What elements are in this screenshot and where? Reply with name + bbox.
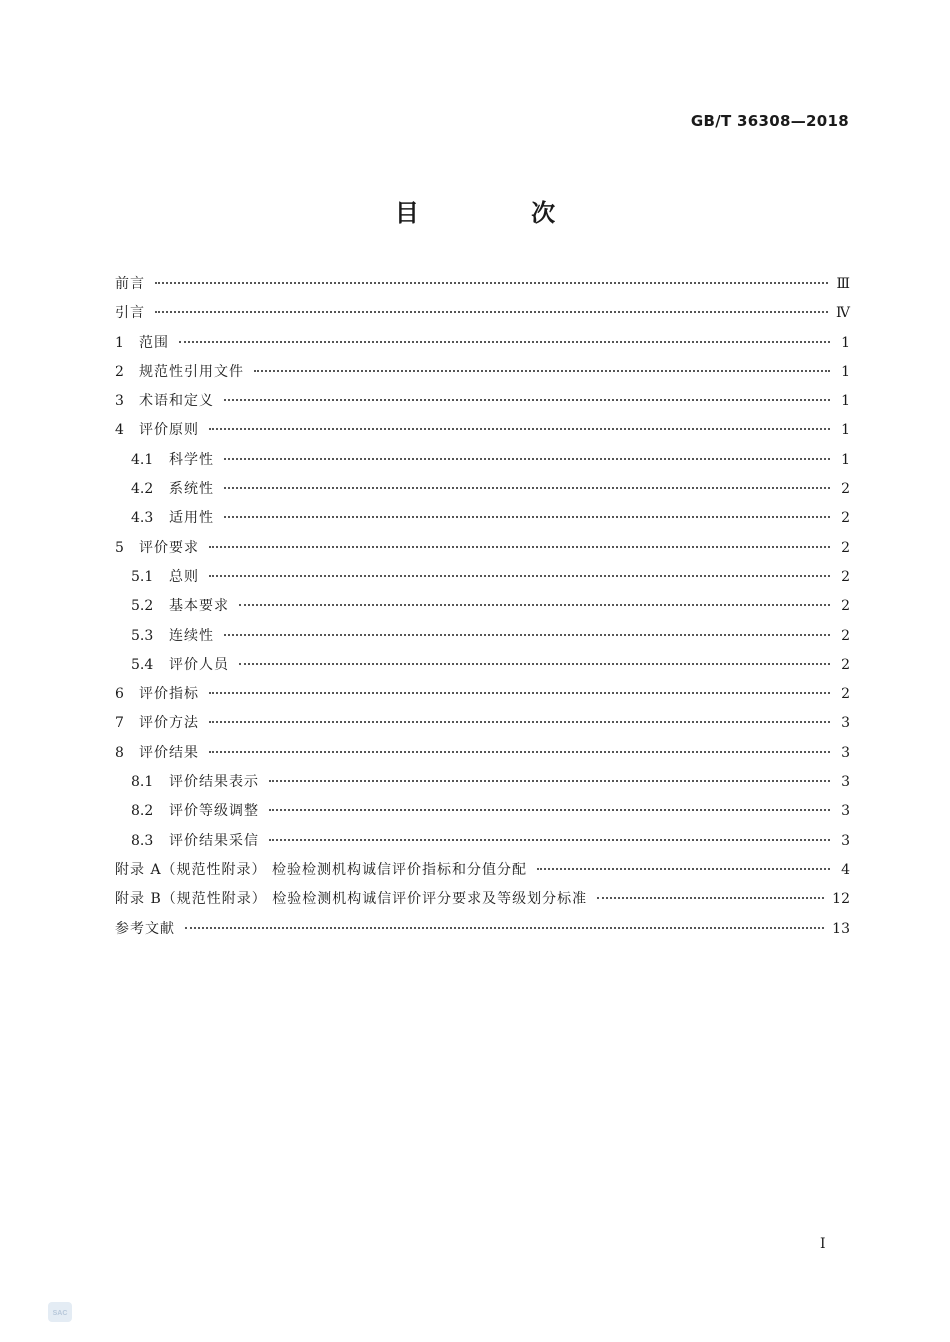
toc-entry-page: 2 — [841, 627, 850, 644]
toc-entry[interactable] — [115, 416, 850, 445]
toc-entry-label: 前言 — [115, 276, 145, 292]
toc-entry-page: 1 — [841, 451, 850, 468]
dot-leader — [269, 809, 830, 811]
dot-leader — [239, 604, 830, 606]
toc-entry[interactable] — [115, 563, 850, 592]
toc-entry-page: 2 — [841, 656, 850, 673]
toc-entry[interactable] — [115, 534, 850, 563]
toc-entry[interactable] — [115, 856, 850, 885]
toc-entry-label: 引言 — [115, 305, 145, 322]
toc-entry-label: 参考文献 — [115, 920, 175, 937]
toc-entry-page: 2 — [841, 686, 850, 703]
toc-entry-page: 2 — [841, 481, 850, 498]
toc-entry-number: 4.1 — [131, 451, 154, 468]
toc-entry-number: 5.3 — [131, 627, 154, 644]
toc-entry[interactable] — [115, 827, 850, 856]
toc-entry-page: 1 — [841, 393, 850, 410]
dot-leader — [224, 516, 830, 518]
dot-leader — [209, 692, 830, 694]
toc-entry-label: 基本要求 — [169, 598, 229, 615]
toc-entry-page: 3 — [841, 744, 850, 761]
toc-entry-page: Ⅳ — [836, 305, 850, 322]
toc-entry[interactable] — [115, 709, 850, 738]
toc-entry-page: 4 — [841, 861, 850, 878]
toc-entry-label: 连续性 — [169, 627, 214, 644]
dot-leader — [209, 721, 830, 723]
toc-entry-page: 2 — [841, 568, 850, 585]
toc-entry-number: 8.2 — [131, 803, 154, 820]
toc-entry-label: 范围 — [139, 334, 169, 351]
toc-entry-page: 3 — [841, 715, 850, 732]
dot-leader — [209, 428, 830, 430]
toc-entry-label: 系统性 — [169, 481, 214, 498]
dot-leader — [269, 839, 830, 841]
toc-entry-label: 科学性 — [169, 451, 214, 468]
toc-entry[interactable] — [115, 885, 850, 914]
toc-entry-number: 8 — [115, 744, 124, 761]
toc-entry-number: 3 — [115, 393, 124, 410]
toc-entry-page: 2 — [841, 539, 850, 556]
toc-entry-number: 4 — [115, 422, 124, 439]
toc-entry-number: 6 — [115, 686, 124, 703]
svg-text:SAC: SAC — [52, 1310, 68, 1317]
page-number: Ⅰ — [820, 1236, 826, 1252]
toc-entry-label: 评价结果采信 — [169, 832, 259, 849]
toc-entry-label: 规范性引用文件 — [139, 363, 244, 380]
dot-leader — [155, 311, 828, 313]
toc-entry-page: 1 — [841, 422, 850, 439]
toc-entry-number: 5.4 — [131, 656, 154, 673]
toc-entry-number: 8.3 — [131, 832, 154, 849]
toc-entry-number: 5.1 — [131, 568, 154, 585]
toc-entry[interactable] — [115, 768, 850, 797]
toc-entry-number: 4.2 — [131, 481, 154, 498]
toc-entry-page: Ⅲ — [836, 276, 850, 292]
dot-leader — [597, 897, 824, 899]
toc-entry-label: 评价结果表示 — [169, 774, 259, 791]
toc-entry-label: 评价方法 — [139, 715, 199, 732]
toc-entry[interactable] — [115, 475, 850, 504]
dot-leader — [224, 634, 830, 636]
toc-entry-label: 评价等级调整 — [169, 803, 259, 820]
toc-entry-label: 附录 A（规范性附录） 检验检测机构诚信评价指标和分值分配 — [115, 861, 528, 878]
toc-entry[interactable] — [115, 358, 850, 387]
toc-entry-page: 12 — [832, 891, 850, 908]
sac-logo-icon — [48, 1302, 72, 1322]
toc-entry[interactable] — [115, 446, 850, 475]
standard-code: GB/T 36308—2018 — [690, 112, 849, 130]
toc-entry-number: 5 — [115, 539, 124, 556]
toc-entry-label: 评价指标 — [139, 686, 199, 703]
toc-entry-label: 评价要求 — [139, 539, 199, 556]
dot-leader — [537, 868, 830, 870]
dot-leader — [155, 282, 828, 284]
toc-entry[interactable] — [115, 797, 850, 826]
dot-leader — [224, 487, 830, 489]
toc-entry-label: 适用性 — [169, 510, 214, 527]
dot-leader — [224, 399, 830, 401]
dot-leader — [254, 370, 830, 372]
toc-entry[interactable] — [115, 622, 850, 651]
dot-leader — [179, 341, 830, 343]
toc-entry-label: 总则 — [169, 568, 199, 585]
toc-entry[interactable] — [115, 915, 850, 944]
dot-leader — [209, 546, 830, 548]
toc-entry-page: 3 — [841, 803, 850, 820]
toc-entry-label: 评价原则 — [139, 422, 199, 439]
toc-entry-number: 1 — [115, 334, 124, 351]
dot-leader — [224, 458, 830, 460]
toc-entry[interactable] — [115, 739, 850, 768]
dot-leader — [209, 575, 830, 577]
toc-entry-label: 附录 B（规范性附录） 检验检测机构诚信评价评分要求及等级划分标准 — [115, 891, 588, 908]
toc-entry[interactable] — [115, 329, 850, 358]
dot-leader — [185, 927, 824, 929]
dot-leader — [269, 780, 830, 782]
toc-entry-page: 2 — [841, 510, 850, 527]
toc-entry-number: 8.1 — [131, 774, 154, 791]
toc-entry-number: 2 — [115, 363, 124, 380]
toc-entry[interactable] — [115, 651, 850, 680]
toc-entry-page: 2 — [841, 598, 850, 615]
toc-entry-label: 术语和定义 — [139, 393, 214, 410]
toc-entry-page: 3 — [841, 832, 850, 849]
toc-entry-number: 7 — [115, 715, 124, 732]
page-title: 目 次 — [394, 199, 608, 227]
toc-entry[interactable] — [115, 680, 850, 709]
toc-entry-label: 评价结果 — [139, 744, 199, 761]
toc-entry[interactable] — [115, 504, 850, 533]
toc-entry[interactable] — [115, 592, 850, 621]
toc-entry-number: 4.3 — [131, 510, 154, 527]
toc-entry[interactable] — [115, 270, 850, 299]
toc-entry-page: 13 — [832, 920, 850, 937]
toc-entry-page: 1 — [841, 334, 850, 351]
toc-entry[interactable] — [115, 299, 850, 328]
toc-entry-number: 5.2 — [131, 598, 154, 615]
toc-entry-page: 3 — [841, 774, 850, 791]
table-of-contents — [115, 270, 850, 944]
dot-leader — [239, 663, 830, 665]
toc-entry-page: 1 — [841, 363, 850, 380]
toc-entry[interactable] — [115, 387, 850, 416]
dot-leader — [209, 751, 830, 753]
toc-entry-label: 评价人员 — [169, 656, 229, 673]
